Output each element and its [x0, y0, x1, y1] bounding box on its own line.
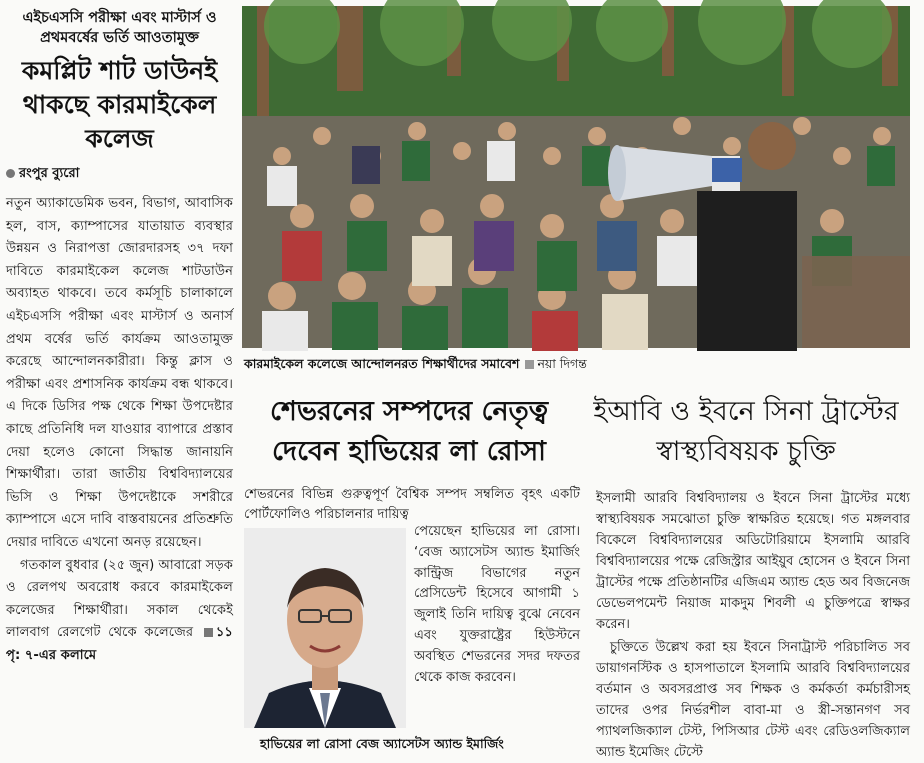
middle-article-lead: শেভরনের বিভিন্ন গুরুত্বপূর্ণ বৈশ্বিক সম্পদ সম্বলিত বৃহৎ একটি পোর্টফোলিও পরিচালনার দায়িত্ব	[244, 487, 580, 522]
middle-article-headline: শেভরনের সম্পদের নেতৃত্ব দেবেন হাভিয়ের লা রোসা	[269, 396, 549, 467]
byline-text: রংপুর ব্যুরো	[19, 166, 80, 181]
right-article-headline: ইআবি ও ইবনে সিনা ট্রাস্টের স্বাস্থ্যবিষয়ক চুক্তি	[593, 396, 899, 467]
portrait-photo	[244, 528, 406, 728]
square-bullet-icon	[525, 360, 534, 369]
square-bullet-icon	[204, 628, 213, 637]
left-article-para1: নতুন অ্যাকাডেমিক ভবন, বিভাগ, আবাসিক হল, বাস, ক্যাম্পাসের যাতায়াত ব্যবস্থার উন্নয়ন ও নিরাপত্তা জোরদারসহ ৩৭ দফা দাবিতে কারমাইকেল কলেজ শাটডাউন অব্যাহত থাকবে। তবে কর্মসূচি চালাকালে এইচএসসি পরীক্ষা এবং মাস্টার্স ও অনার্স প্রথম বর্ষের ভর্তি কার্যক্রম আওতামুক্ত করেছে আন্দোলনকারীরা। কিন্তু ক্লাস ও পরীক্ষা এবং প্রশাসনিক কার্যক্রম বন্ধ থাকবে। এ দিকে ডিসির পক্ষ থেকে শিক্ষা উপদেষ্টার কাছে প্রতিনিধি দল যাওয়ার ব্যাপারে প্রস্তাব দেয়া হলেও কোনো সিদ্ধান্ত জানায়নি শিক্ষার্থীরা। তারা জাতীয় বিশ্ববিদ্যালয়ের ভিসি ও শিক্ষা উপদেষ্টাকে সশরীরে ক্যাম্পাসে এসে দাবি বাস্তবায়নের প্রতিশ্রুতি দেয়ার দাবিতে এখনো অনড় রয়েছেন।	[6, 196, 233, 550]
right-article-para1: ইসলামী আরবি বিশ্ববিদ্যালয় ও ইবনে সিনা ট্রাস্টের মধ্যে স্বাস্থ্যবিষয়ক সমঝোতা চুক্তি স্বাক্ষরিত হয়েছে। গত মঙ্গলবার বিকেলে বিশ্ববিদ্যালয়ের অডিটোরিয়ামে ইসলামি আরবি বিশ্ববিদ্যালয়ের পক্ষে রেজিস্ট্রার আইয়ুব হোসেন ও ইবনে সিনা ট্রাস্টের পক্ষে প্রতিষ্ঠানটির এজিএম অ্যান্ড হেড অব বিজনেজ ডেভেলপমেন্ট নিয়াজ মাকদুম শিবলী এ চুক্তিপত্রে স্বাক্ষর করেন।	[596, 491, 910, 632]
middle-article-body: পেয়েছেন হাভিয়ের লা রোসা। ‘বেজ অ্যাসেটস অ্যান্ড ইমার্জিং কান্ট্রিজ বিভাগের নতুন প্রেসিডেন্ট হিসেবে আগামী ১ জুলাই তিনি দায়িত্ব বুঝে নেবেন এবং যুক্তরাষ্ট্রের হিউস্টনে অবস্থিত শেভরনের সদর দফতর থেকে কাজ করবেন।	[414, 524, 580, 685]
continuation-text: ১১ পৃ: ৭-এর কলামে	[6, 625, 233, 663]
portrait-image	[244, 528, 406, 728]
left-article	[6, 4, 233, 752]
right-article	[596, 488, 910, 760]
photo-caption-text: কারমাইকেল কলেজে আন্দোলনরত শিক্ষার্থীদের সমাবেশ	[244, 356, 520, 371]
protest-photo	[242, 6, 910, 348]
left-article-para2-text: গতকাল বুধবার (২৫ জুন) আবারো সড়ক ও রেলপথ অবরোধ করবে কারমাইকেল কলেজের শিক্ষার্থীরা। সকাল থেকেই লালবাগ রেলগেট থেকে কলেজের	[6, 557, 233, 641]
portrait-caption: হাভিয়ের লা রোসা বেজ অ্যাসেটস অ্যান্ড ইমার্জিং	[260, 736, 504, 751]
right-article-para2: চুক্তিতে উল্লেখ করা হয় ইবনে সিনাট্রাস্ট পরিচালিত সব ডায়াগনস্টিক ও হাসপাতালে ইসলামি আরবি বিশ্ববিদ্যালয়ের বর্তমান ও অবসরপ্রাপ্ত সব শিক্ষক ও কর্মকর্তা কর্মচারীসহ তাদের ওপর নির্ভরশীল বাবা-মা ও স্ত্রী-সন্তানগণ সব প্যাথলজিক্যাল টেস্ট, পিসিআর টেস্ট এবং রেডিওলজিক্যাল অ্যান্ড ইমেজিং টেস্টে	[596, 640, 910, 760]
protest-photo-image	[242, 6, 910, 348]
photo-credit: নয়া দিগন্ত	[537, 356, 587, 371]
bullet-dot-icon	[6, 169, 15, 178]
left-article-byline	[6, 164, 233, 185]
photo-caption	[244, 356, 908, 376]
left-article-para2	[6, 555, 233, 668]
left-article-kicker: এইচএসসি পরীক্ষা এবং মাস্টার্স ও প্রথমবর্ষের ভর্তি আওতামুক্ত	[22, 10, 217, 46]
left-article-headline: কমপ্লিট শাট ডাউনই থাকছে কারমাইকেল কলেজ	[21, 56, 218, 153]
